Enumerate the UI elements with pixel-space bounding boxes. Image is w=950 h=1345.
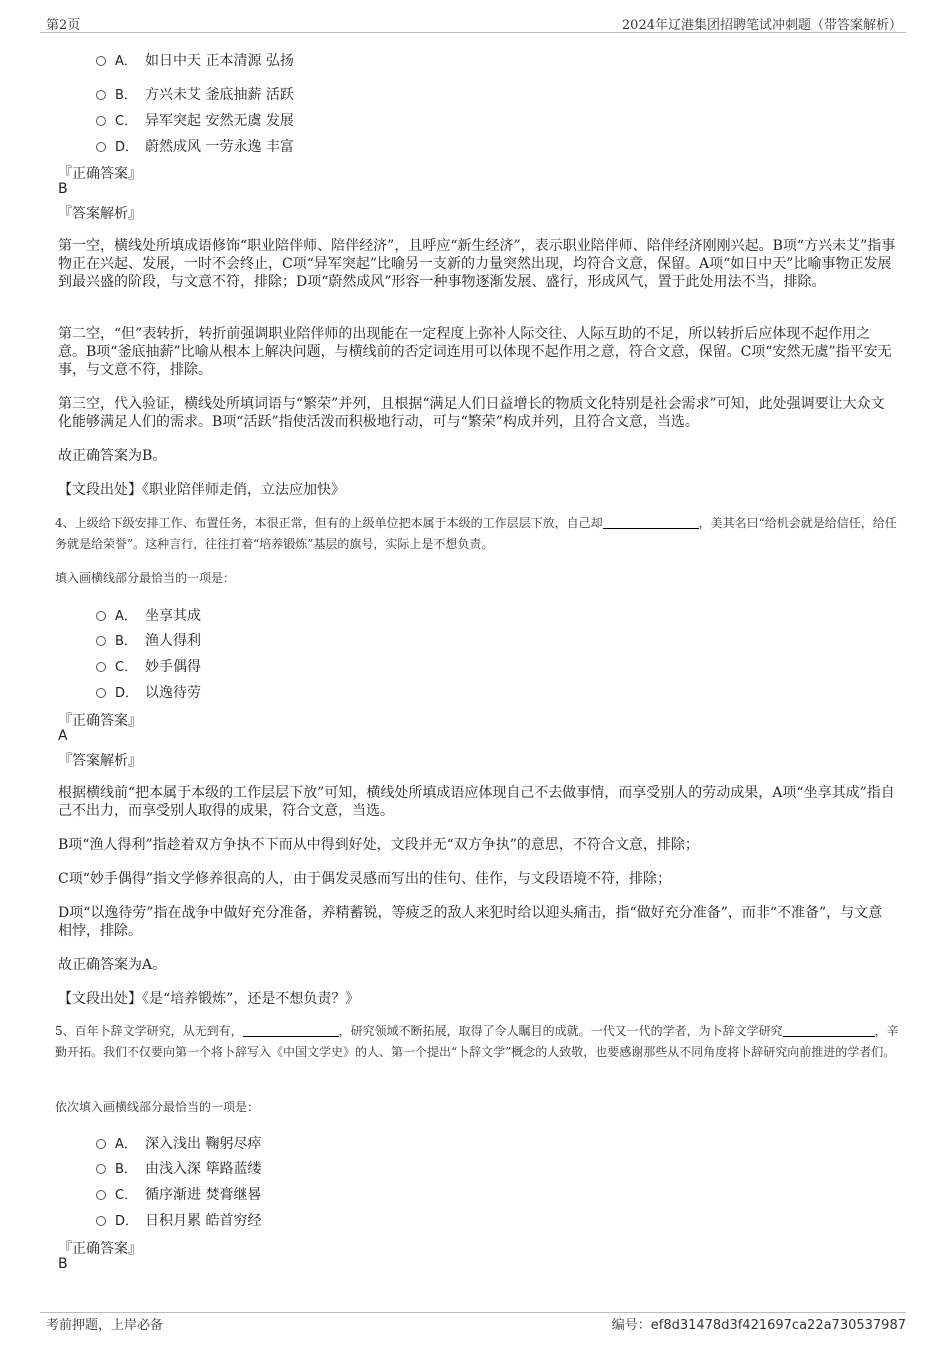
q5-option-c[interactable]: C． 循序渐进 焚膏继晷 <box>96 1184 261 1204</box>
q5-option-b[interactable]: B． 由浅入深 筚路蓝缕 <box>96 1158 261 1178</box>
q5-blank-1 <box>243 1022 339 1037</box>
q5-answer-label: 『正确答案』 <box>58 1241 142 1257</box>
radio-icon[interactable] <box>96 688 106 698</box>
q4-option-b[interactable]: B． 渔人得利 <box>96 630 201 650</box>
q4-analysis-paragraph: C项“妙手偶得”指文学修养很高的人，由于偶发灵感而写出的佳句、佳作，与文段语境不符，排除； <box>58 871 672 887</box>
q5-stem: 5、百年卜辞文学研究，从无到有， ，研究领域不断拓展，取得了令人瞩目的成就。一代又一代的学者，为卜辞文学研究 ，辛勤开拓。我们不仅要向第一个将卜辞写入《中国文学史》的人、第一个提出“卜辞文学”概念的人致敬，也要感谢那些从不同角度将卜辞研究向前推进的学者们。 <box>55 1024 899 1059</box>
q4-analysis-paragraph: B项“渔人得利”指趁着双方争执不下而从中得到好处，文段并无“双方争执”的意思，不符合文意，排除； <box>58 837 699 853</box>
q5-answer: B <box>58 1256 68 1272</box>
radio-icon[interactable] <box>96 116 106 126</box>
q3-analysis-label: 『答案解析』 <box>58 206 142 222</box>
radio-icon[interactable] <box>96 142 106 152</box>
q3-option-a[interactable]: A． 如日中天 正本清源 弘扬 <box>96 50 294 70</box>
q5-option-d[interactable]: D． 日积月累 皓首穷经 <box>96 1210 261 1230</box>
q3-analysis-paragraph: 第一空，横线处所填成语修饰“职业陪伴师、陪伴经济”，且呼应“新生经济”，表示职业陪伴师、陪伴经济刚刚兴起。B项“方兴未艾”指事物正在兴起、发展，一时不会终止，C项“异军突起”比喻另一支新的力量突然出现，均符合文意，保留。A项“如日中天”比喻事物正发展到最兴盛的阶段，与文意不符，排除；D项“蔚然成风”形容一种事物逐渐发展、盛行，形成风气，置于此处用法不当，排除。 <box>58 238 896 290</box>
q5-option-a[interactable]: A． 深入浅出 鞠躬尽瘁 <box>96 1133 261 1153</box>
radio-icon[interactable] <box>96 611 106 621</box>
q5-prompt: 依次填入画横线部分最恰当的一项是： <box>55 1100 260 1114</box>
q4-answer-label: 『正确答案』 <box>58 713 142 729</box>
q4-conclusion: 故正确答案为A。 <box>58 957 167 973</box>
q3-option-c[interactable]: C． 异军突起 安然无虞 发展 <box>96 110 294 130</box>
radio-icon[interactable] <box>96 90 106 100</box>
radio-icon[interactable] <box>96 56 106 66</box>
q4-option-a[interactable]: A． 坐享其成 <box>96 605 201 625</box>
q3-answer: B <box>58 181 68 197</box>
q3-conclusion: 故正确答案为B。 <box>58 448 167 464</box>
q3-source: 【文段出处】《职业陪伴师走俏，立法应加快》 <box>58 482 345 498</box>
footer-slogan: 考前押题，上岸必备 <box>46 1318 164 1333</box>
q4-analysis-paragraph: 根据横线前“把本属于本级的工作层层下放”可知，横线处所填成语应体现自己不去做事情，而享受别人的劳动成果，A项“坐享其成”指自己不出力，而享受别人取得的成果，符合文意，当选。 <box>58 785 895 819</box>
radio-icon[interactable] <box>96 662 106 672</box>
q4-option-d[interactable]: D． 以逸待劳 <box>96 682 201 702</box>
q3-answer-label: 『正确答案』 <box>58 166 142 182</box>
q4-option-c[interactable]: C． 妙手偶得 <box>96 656 201 676</box>
radio-icon[interactable] <box>96 1139 106 1149</box>
page-number: 第2页 <box>46 18 81 33</box>
document-code: 编号：ef8d31478d3f421697ca22a730537987 <box>611 1318 906 1333</box>
radio-icon[interactable] <box>96 636 106 646</box>
q4-answer: A <box>58 728 68 744</box>
q4-blank <box>603 514 699 529</box>
q3-option-d[interactable]: D． 蔚然成风 一劳永逸 丰富 <box>96 136 294 156</box>
q5-blank-2 <box>783 1022 875 1037</box>
q4-prompt: 填入画横线部分最恰当的一项是： <box>55 571 236 585</box>
q4-analysis-label: 『答案解析』 <box>58 753 142 769</box>
page-footer <box>40 1312 906 1333</box>
q3-analysis-paragraph: 第二空，“但”表转折，转折前强调职业陪伴师的出现能在一定程度上弥补人际交往、人际互助的不足，所以转折后应体现不起作用之意。B项“釜底抽薪”比喻从根本上解决问题，与横线前的否定词连用可以体现不起作用之意，符合文意，保留。C项“安然无虞”指平安无事，与文意不符，排除。 <box>58 326 892 378</box>
q4-source: 【文段出处】《是“培养锻炼”，还是不想负责？》 <box>58 991 360 1007</box>
document-title: 2024年辽港集团招聘笔试冲刺题（带答案解析） <box>621 18 902 33</box>
radio-icon[interactable] <box>96 1216 106 1226</box>
radio-icon[interactable] <box>96 1190 106 1200</box>
q3-option-b[interactable]: B． 方兴未艾 釜底抽薪 活跃 <box>96 84 294 104</box>
q4-stem: 4、上级给下级安排工作、布置任务，本很正常，但有的上级单位把本属于本级的工作层层下放，自己却 ，美其名曰“给机会就是给信任，给任务就是给荣誉”。这种言行，往往打着“培养锻炼”基层的旗号，实际上是不想负责。 <box>55 516 897 551</box>
radio-icon[interactable] <box>96 1164 106 1174</box>
q4-analysis-paragraph: D项“以逸待劳”指在战争中做好充分准备，养精蓄锐，等疲乏的敌人来犯时给以迎头痛击，指“做好充分准备”，而非“不准备”，与文意相悖，排除。 <box>58 905 883 939</box>
q3-analysis-paragraph: 第三空，代入验证，横线处所填词语与“繁荣”并列，且根据“满足人们日益增长的物质文化特别是社会需求”可知，此处强调要让大众文化能够满足人们的需求。B项“活跃”指使活泼而积极地行动，可与“繁荣”构成并列，且符合文意，当选。 <box>58 396 885 430</box>
page-header <box>40 10 906 33</box>
